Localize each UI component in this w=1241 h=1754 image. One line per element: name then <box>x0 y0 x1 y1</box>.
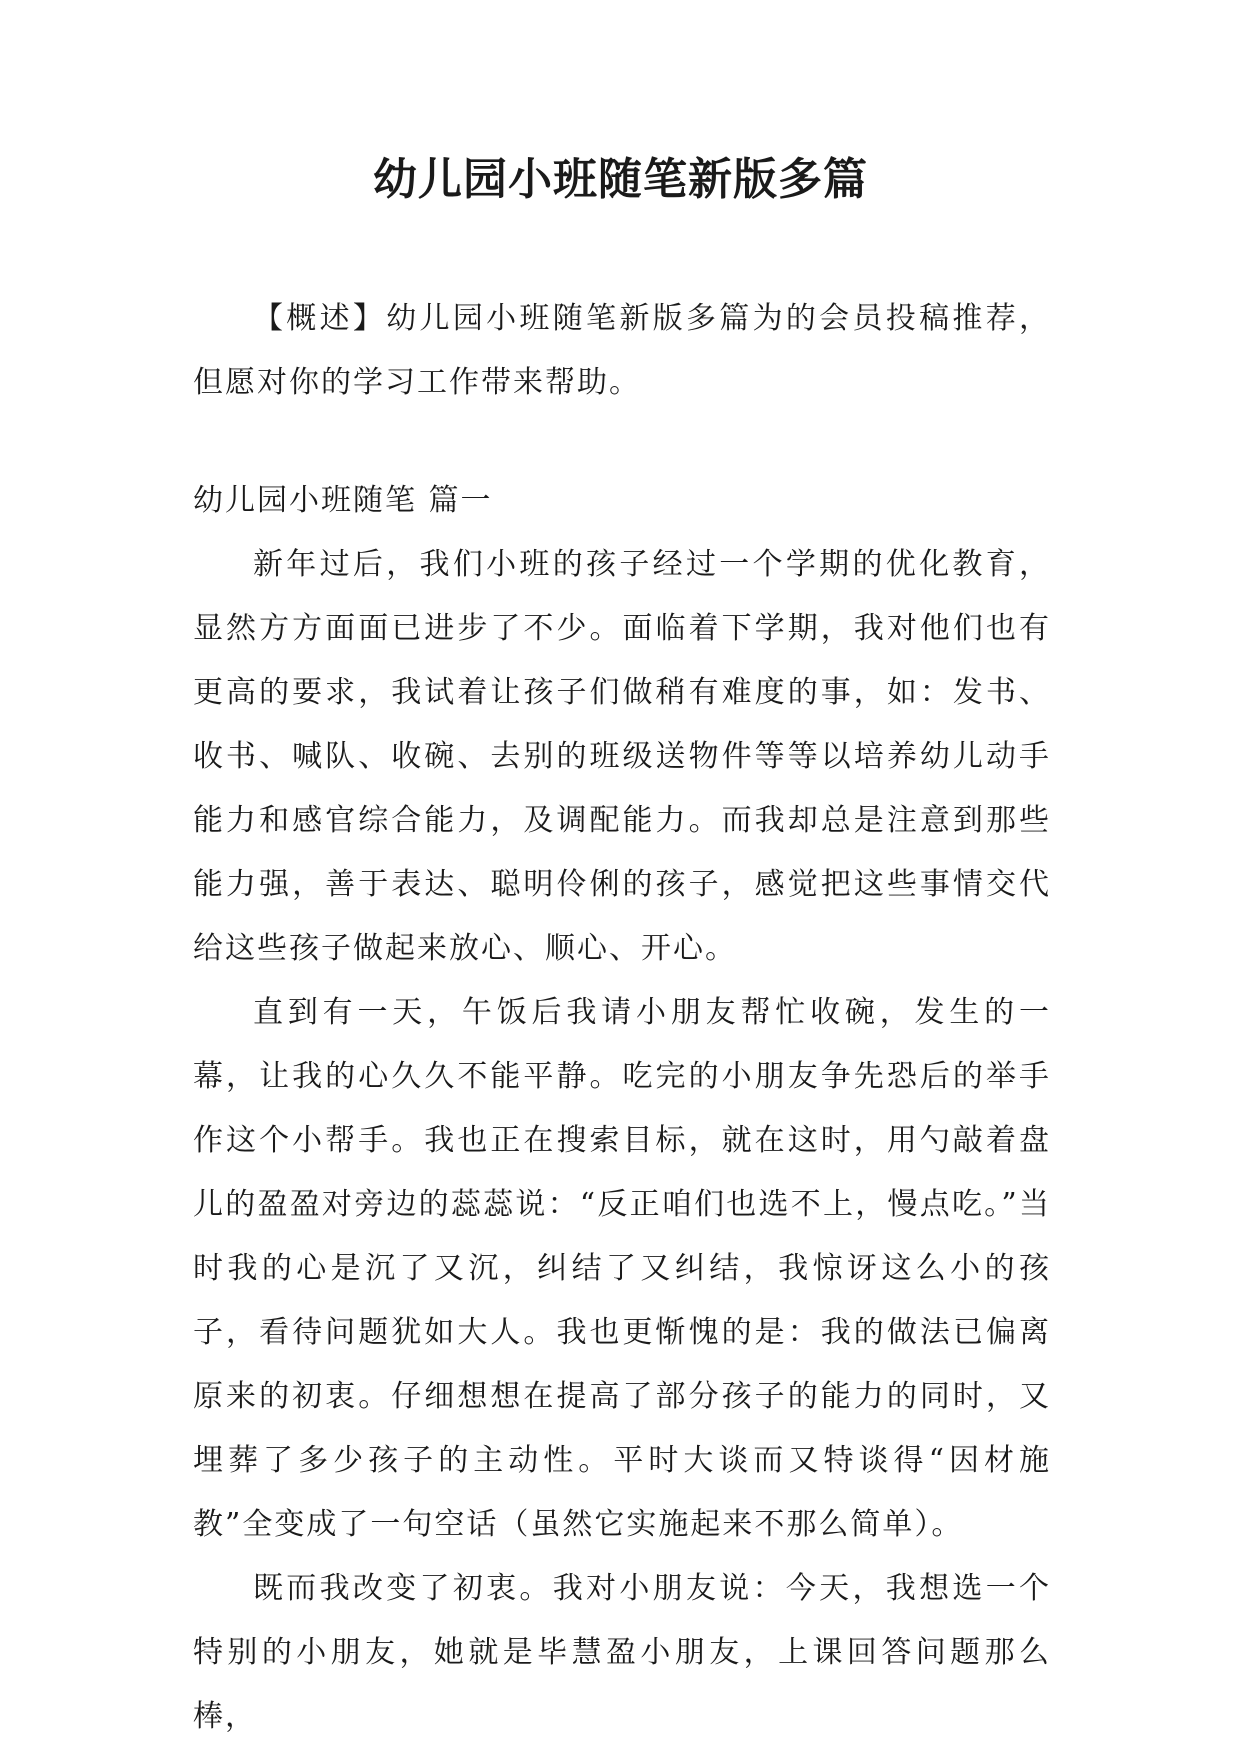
document-title: 幼儿园小班随笔新版多篇 <box>373 154 868 205</box>
document-body <box>193 287 1051 1749</box>
section-heading: 幼儿园小班随笔 篇一 <box>193 483 493 518</box>
body-paragraph-2: 直到有一天，午饭后我请小朋友帮忙收碗，发生的一幕，让我的心久久不能平静。吃完的小朋友争先恐后的举手作这个小帮手。我也正在搜索目标，就在这时，用勺敲着盘儿的盈盈对旁边的蕊蕊说：“反正咱们也选不上，慢点吃。”当时我的心是沉了又沉，纠结了又纠结，我惊讶这么小的孩子，看待问题犹如大人。我也更惭愧的是：我的做法已偏离原来的初衷。仔细想想在提高了部分孩子的能力的同时，又埋葬了多少孩子的主动性。平时大谈而又特谈得“因材施教”全变成了一句空话（虽然它实施起来不那么简单）。 <box>193 995 1051 1542</box>
body-paragraph-3: 既而我改变了初衷。我对小朋友说：今天，我想选一个特别的小朋友，她就是毕慧盈小朋友，上课回答问题那么棒， <box>193 1571 1051 1734</box>
summary-paragraph: 【概述】幼儿园小班随笔新版多篇为的会员投稿推荐，但愿对你的学习工作带来帮助。 <box>193 301 1051 400</box>
body-paragraph-1: 新年过后，我们小班的孩子经过一个学期的优化教育，显然方方面面已进步了不少。面临着下学期，我对他们也有更高的要求，我试着让孩子们做稍有难度的事，如：发书、收书、喊队、收碗、去别的班级送物件等等以培养幼儿动手能力和感官综合能力，及调配能力。而我却总是注意到那些能力强，善于表达、聪明伶俐的孩子，感觉把这些事情交代给这些孩子做起来放心、顺心、开心。 <box>193 547 1051 966</box>
